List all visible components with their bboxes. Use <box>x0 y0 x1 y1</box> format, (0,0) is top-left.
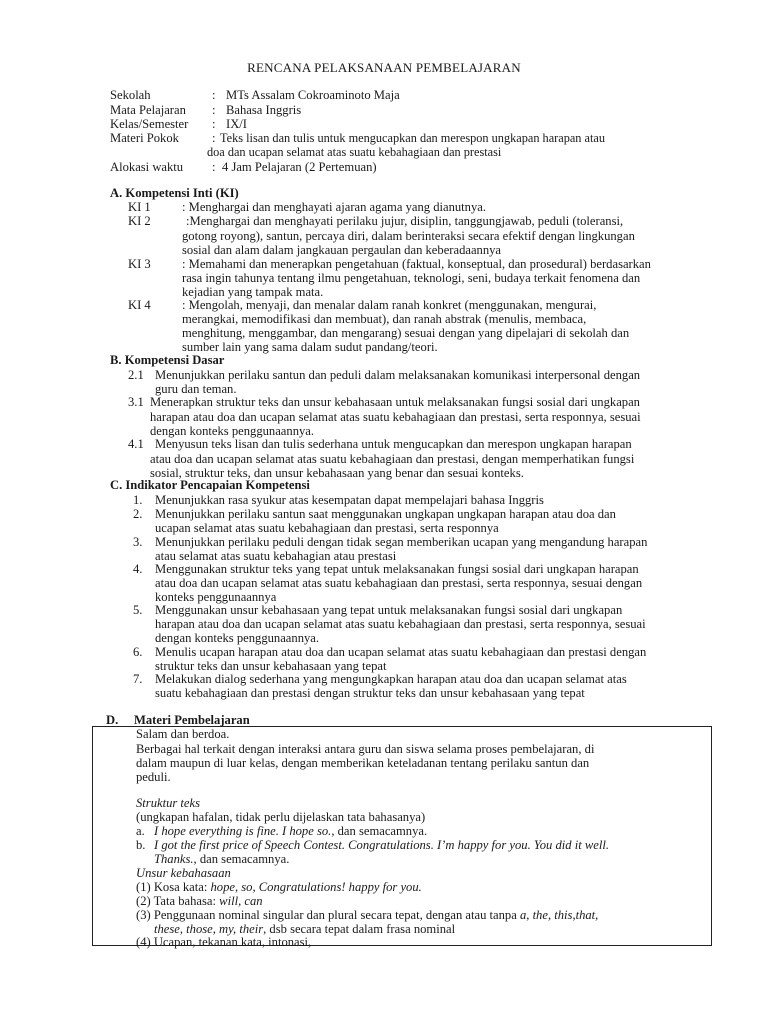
indicator-text: dengan konteks penggunaannya. <box>155 631 320 645</box>
kd-number: 4.1 <box>128 437 144 451</box>
struktur-item-b-cont <box>154 852 289 867</box>
ki-code: KI 2 <box>128 214 151 228</box>
unsur-item-4: (4) Ucapan, tekanan kata, intonasi, <box>136 935 312 949</box>
ki-text: : Mengolah, menyaji, dan menalar dalam ranah konkret (menggunakan, mengurai, <box>182 298 597 312</box>
identity-sep: : <box>212 88 216 102</box>
indicator-number: 7. <box>133 672 143 686</box>
ki-text: : Menghargai dan menghayati ajaran agama yang dianutnya. <box>182 200 487 214</box>
unsur-suffix: , dsb secara tepat dalam frasa nominal <box>263 922 456 936</box>
indicator-text: Menggunakan unsur kebahasaan yang tepat untuk melaksanakan fungsi sosial dari ungkapan <box>155 603 623 617</box>
kd-number: 3.1 <box>128 395 144 409</box>
kd-text: Menerapkan struktur teks dan unsur kebahasaan untuk melaksanakan fungsi sosial dari ungkapan <box>150 395 640 409</box>
section-heading-a: A. Kompetensi Inti (KI) <box>110 186 239 200</box>
ki-text: :Menghargai dan menghayati perilaku jujur, disiplin, tanggungjawab, peduli (toleransi, <box>186 214 624 228</box>
unsur-item-2 <box>136 894 263 909</box>
unsur-prefix: (3) Penggunaan nominal singular dan plural secara tepat, dengan atau tanpa <box>136 908 520 922</box>
indicator-text: Menunjukkan perilaku santun saat menggunakan ungkapan ungkapan harapan atau doa dan <box>155 507 616 521</box>
identity-sep: : <box>212 160 216 174</box>
kd-text: Menunjukkan perilaku santun dan peduli dalam melaksanakan komunikasi interpersonal dengan <box>155 368 641 382</box>
ki-text: sumber lain yang sama dalam sudut pandang/teori. <box>182 340 438 354</box>
struktur-note: (ungkapan hafalan, tidak perlu dijelaskan tata bahasanya) <box>136 810 426 824</box>
identity-value: IX/I <box>226 117 247 131</box>
ki-text: sosial dan alam dalam jangkauan pergaulan dan keberadaannya <box>182 243 502 257</box>
struktur-item-label: b. <box>136 838 146 852</box>
kd-text: harapan atau doa dan ucapan selamat atas suatu kebahagiaan dan prestasi, serta responnya, sesuai <box>150 410 641 424</box>
materi-paragraph: peduli. <box>136 770 171 784</box>
unsur-example: will, can <box>219 894 263 908</box>
unsur-prefix: (2) Tata bahasa: <box>136 894 220 908</box>
identity-sep: : <box>212 131 216 145</box>
kd-text: sosial, struktur teks, dan unsur kebahasaan yang benar dan sesuai konteks. <box>150 466 524 480</box>
section-heading-b: B. Kompetensi Dasar <box>110 353 225 367</box>
materi-paragraph: dalam maupun di luar kelas, dengan memberikan keteladanan tentang perilaku santun dan <box>136 756 590 770</box>
indicator-text: struktur teks dan unsur kebahasaan yang tepat <box>155 659 387 673</box>
example-expression: Thanks. <box>154 852 194 866</box>
example-expression: I got the first price of Speech Contest. Congratulations. I’m happy for you. You did it well. <box>154 838 609 852</box>
indicator-number: 6. <box>133 645 143 659</box>
identity-value: 4 Jam Pelajaran (2 Pertemuan) <box>222 160 377 174</box>
materi-paragraph: Berbagai hal terkait dengan interaksi antara guru dan siswa selama proses pembelajaran, di <box>136 742 595 756</box>
kd-text: atau doa dan ucapan selamat atas suatu kebahagiaan dan prestasi, dengan memperhatikan fungsi <box>150 452 635 466</box>
struktur-heading: Struktur teks <box>136 796 201 810</box>
indicator-text: suatu kebahagiaan dan prestasi dengan struktur teks dan unsur kebahasaan yang tepat <box>155 686 585 700</box>
indicator-number: 2. <box>133 507 143 521</box>
unsur-example: these, those, my, their <box>154 922 264 936</box>
indicator-text: Menunjukkan rasa syukur atas kesempatan dapat mempelajari bahasa Inggris <box>155 493 544 507</box>
indicator-text: atau selamat atas suatu kebahagian atau prestasi <box>155 549 397 563</box>
ki-text: rasa ingin tahunya tentang ilmu pengetahuan, teknologi, seni, budaya terkait fenomena dan <box>182 271 641 285</box>
indicator-text: Menggunakan struktur teks yang tepat untuk melaksanakan fungsi sosial dari ungkapan harapan <box>155 562 639 576</box>
identity-label: Materi Pokok <box>110 131 179 145</box>
indicator-text: Menunjukkan perilaku peduli dengan tidak segan memberikan ucapan yang mengandung harapan <box>155 535 648 549</box>
identity-sep: : <box>212 117 216 131</box>
indicator-text: Melakukan dialog sederhana yang mengungkapkan harapan atau doa dan ucapan selamat atas <box>155 672 627 686</box>
identity-sep: : <box>212 103 216 117</box>
indicator-number: 3. <box>133 535 143 549</box>
ki-code: KI 1 <box>128 200 151 214</box>
identity-label: Sekolah <box>110 88 151 102</box>
unsur-example: a, the, this,that, <box>519 908 599 922</box>
ki-text: kejadian yang tampak mata. <box>182 285 324 299</box>
identity-label: Alokasi waktu <box>110 160 184 174</box>
struktur-item-label: a. <box>136 824 145 838</box>
ki-text: merangkai, memodifikasi dan membuat), dan ranah abstrak (menulis, membaca, <box>182 312 587 326</box>
kd-text: dengan konteks penggunaannya. <box>150 424 315 438</box>
unsur-prefix: (1) Kosa kata: <box>136 880 211 894</box>
example-suffix: , dan semacamnya. <box>331 824 428 838</box>
section-heading-c: C. Indikator Pencapaian Kompetensi <box>110 478 310 492</box>
indicator-text: konteks penggunaannya <box>155 590 277 604</box>
indicator-number: 5. <box>133 603 143 617</box>
unsur-heading: Unsur kebahasaan <box>136 866 231 880</box>
page-title: RENCANA PELAKSANAAN PEMBELAJARAN <box>247 60 521 75</box>
unsur-item-3 <box>136 908 598 923</box>
ki-text: : Memahami dan menerapkan pengetahuan (faktual, konseptual, dan prosedural) berdasarkan <box>182 257 651 271</box>
ki-text: menghitung, menggambar, dan mengarang) sesuai dengan yang dipelajari di sekolah dan <box>182 326 630 340</box>
materi-salam: Salam dan berdoa. <box>136 727 230 741</box>
indicator-number: 4. <box>133 562 143 576</box>
kd-text: Menyusun teks lisan dan tulis sederhana untuk mengucapkan dan merespon ungkapan harapan <box>155 437 632 451</box>
identity-value: MTs Assalam Cokroaminoto Maja <box>226 88 400 102</box>
unsur-example: hope, so, Congratulations! happy for you. <box>210 880 422 894</box>
ki-code: KI 3 <box>128 257 151 271</box>
identity-value: Teks lisan dan tulis untuk mengucapkan dan merespon ungkapan harapan atau <box>220 131 606 145</box>
section-heading-d: D. Materi Pembelajaran <box>106 713 250 727</box>
indicator-text: harapan atau doa dan ucapan selamat atas suatu kebahagiaan dan prestasi, serta responnya, sesuai <box>155 617 646 631</box>
indicator-text: atau doa dan ucapan selamat atas suatu kebahagiaan dan prestasi, serta responnya, sesuai dengan <box>155 576 643 590</box>
kd-text: guru dan teman. <box>155 382 237 396</box>
ki-text: gotong royong), santun, percaya diri, dalam berinteraksi secara efektif dengan lingkungan <box>182 229 635 243</box>
identity-value-cont: doa dan ucapan selamat atas suatu kebahagiaan dan prestasi <box>207 145 502 159</box>
example-suffix: , dan semacamnya. <box>193 852 290 866</box>
identity-label: Kelas/Semester <box>110 117 189 131</box>
example-expression: I hope everything is fine. I hope so. <box>154 824 332 838</box>
identity-value: Bahasa Inggris <box>226 103 302 117</box>
kd-number: 2.1 <box>128 368 144 382</box>
struktur-item-a <box>154 824 427 839</box>
identity-label: Mata Pelajaran <box>110 103 186 117</box>
indicator-number: 1. <box>133 493 143 507</box>
ki-code: KI 4 <box>128 298 151 312</box>
indicator-text: Menulis ucapan harapan atau doa dan ucapan selamat atas suatu kebahagiaan dan prestasi dengan <box>155 645 647 659</box>
indicator-text: ucapan selamat atas suatu kebahagiaan dan prestasi, serta responnya <box>155 521 499 535</box>
unsur-item-1 <box>136 880 422 895</box>
